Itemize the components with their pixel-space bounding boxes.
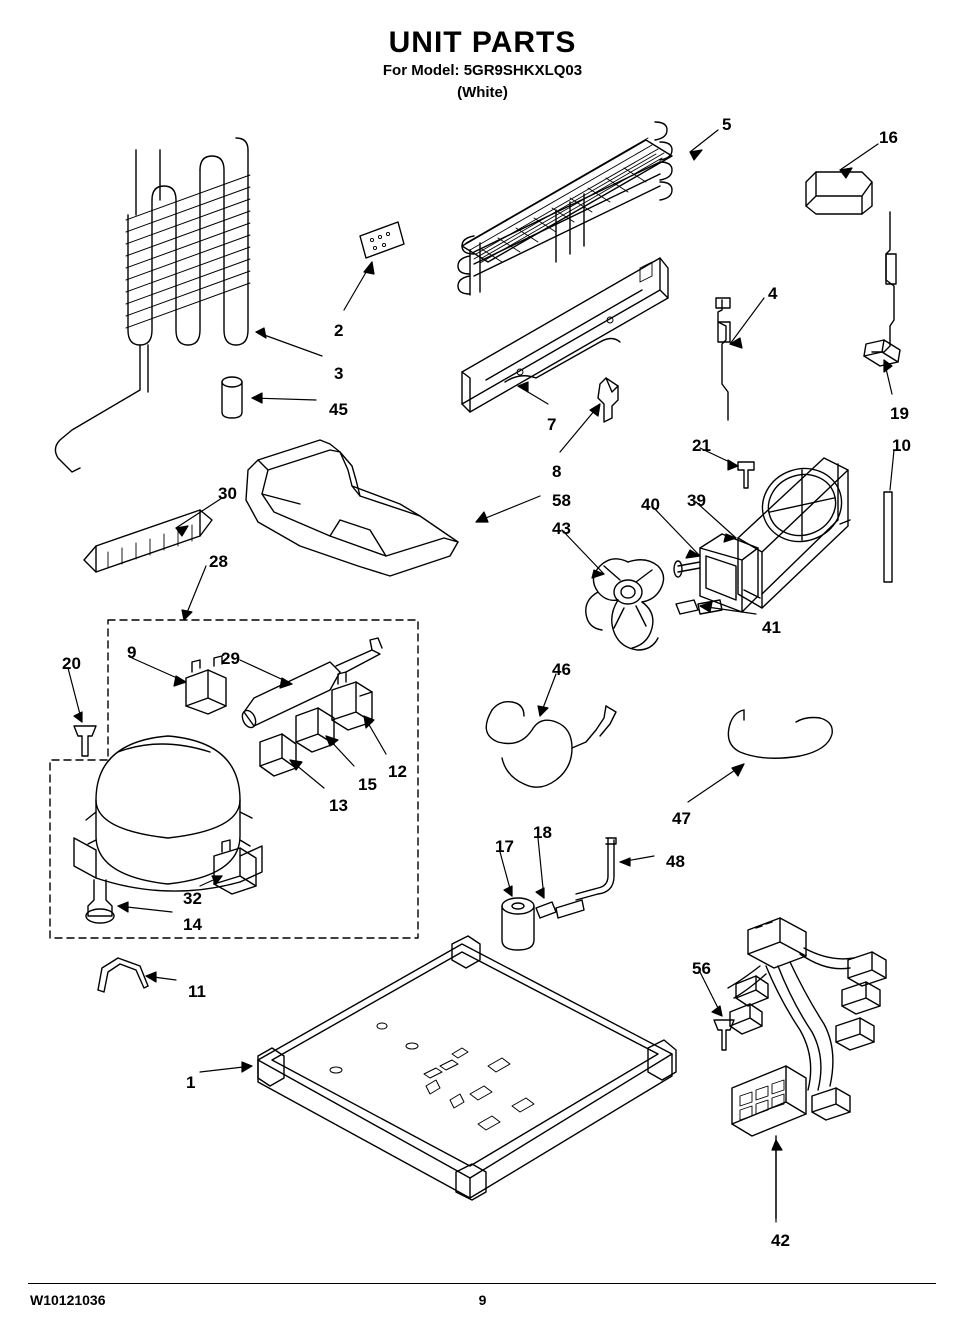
- callout-20: 20: [62, 654, 81, 673]
- callout-21: 21: [692, 436, 711, 455]
- callout-46: 46: [552, 660, 571, 679]
- callout-40: 40: [641, 495, 660, 514]
- callout-28: 28: [209, 552, 228, 571]
- callout-29: 29: [221, 649, 240, 668]
- callout-7: 7: [547, 415, 557, 434]
- color-label: (White): [457, 84, 508, 101]
- callout-1: 1: [186, 1073, 196, 1092]
- callout-45: 45: [329, 400, 348, 419]
- page-number: 9: [478, 1292, 487, 1308]
- callout-47: 47: [672, 809, 691, 828]
- callout-41: 41: [762, 618, 781, 637]
- document-number: W10121036: [30, 1292, 106, 1308]
- callout-12: 12: [388, 762, 407, 781]
- callout-48: 48: [666, 852, 685, 871]
- callout-15: 15: [358, 775, 377, 794]
- callout-30: 30: [218, 484, 237, 503]
- model-subtitle: For Model: 5GR9SHKXLQ03: [382, 62, 583, 79]
- callout-10: 10: [892, 436, 911, 455]
- callout-17: 17: [495, 837, 514, 856]
- callout-19: 19: [890, 404, 909, 423]
- callout-39: 39: [687, 491, 706, 510]
- callout-13: 13: [329, 796, 348, 815]
- callout-11: 11: [188, 982, 206, 1001]
- callout-18: 18: [533, 823, 552, 842]
- callout-14: 14: [183, 915, 202, 934]
- callout-9: 9: [127, 643, 137, 662]
- callout-58: 58: [552, 491, 571, 510]
- callout-3: 3: [334, 364, 344, 383]
- footer-divider: [28, 1283, 936, 1284]
- callout-4: 4: [768, 284, 778, 303]
- callout-42: 42: [771, 1231, 790, 1250]
- callout-43: 43: [552, 519, 571, 538]
- callout-8: 8: [552, 462, 562, 481]
- page-title: UNIT PARTS: [388, 26, 577, 59]
- callout-32: 32: [183, 889, 202, 908]
- callout-2: 2: [334, 321, 344, 340]
- callout-56: 56: [692, 959, 711, 978]
- callout-16: 16: [879, 128, 898, 147]
- callout-5: 5: [722, 115, 732, 134]
